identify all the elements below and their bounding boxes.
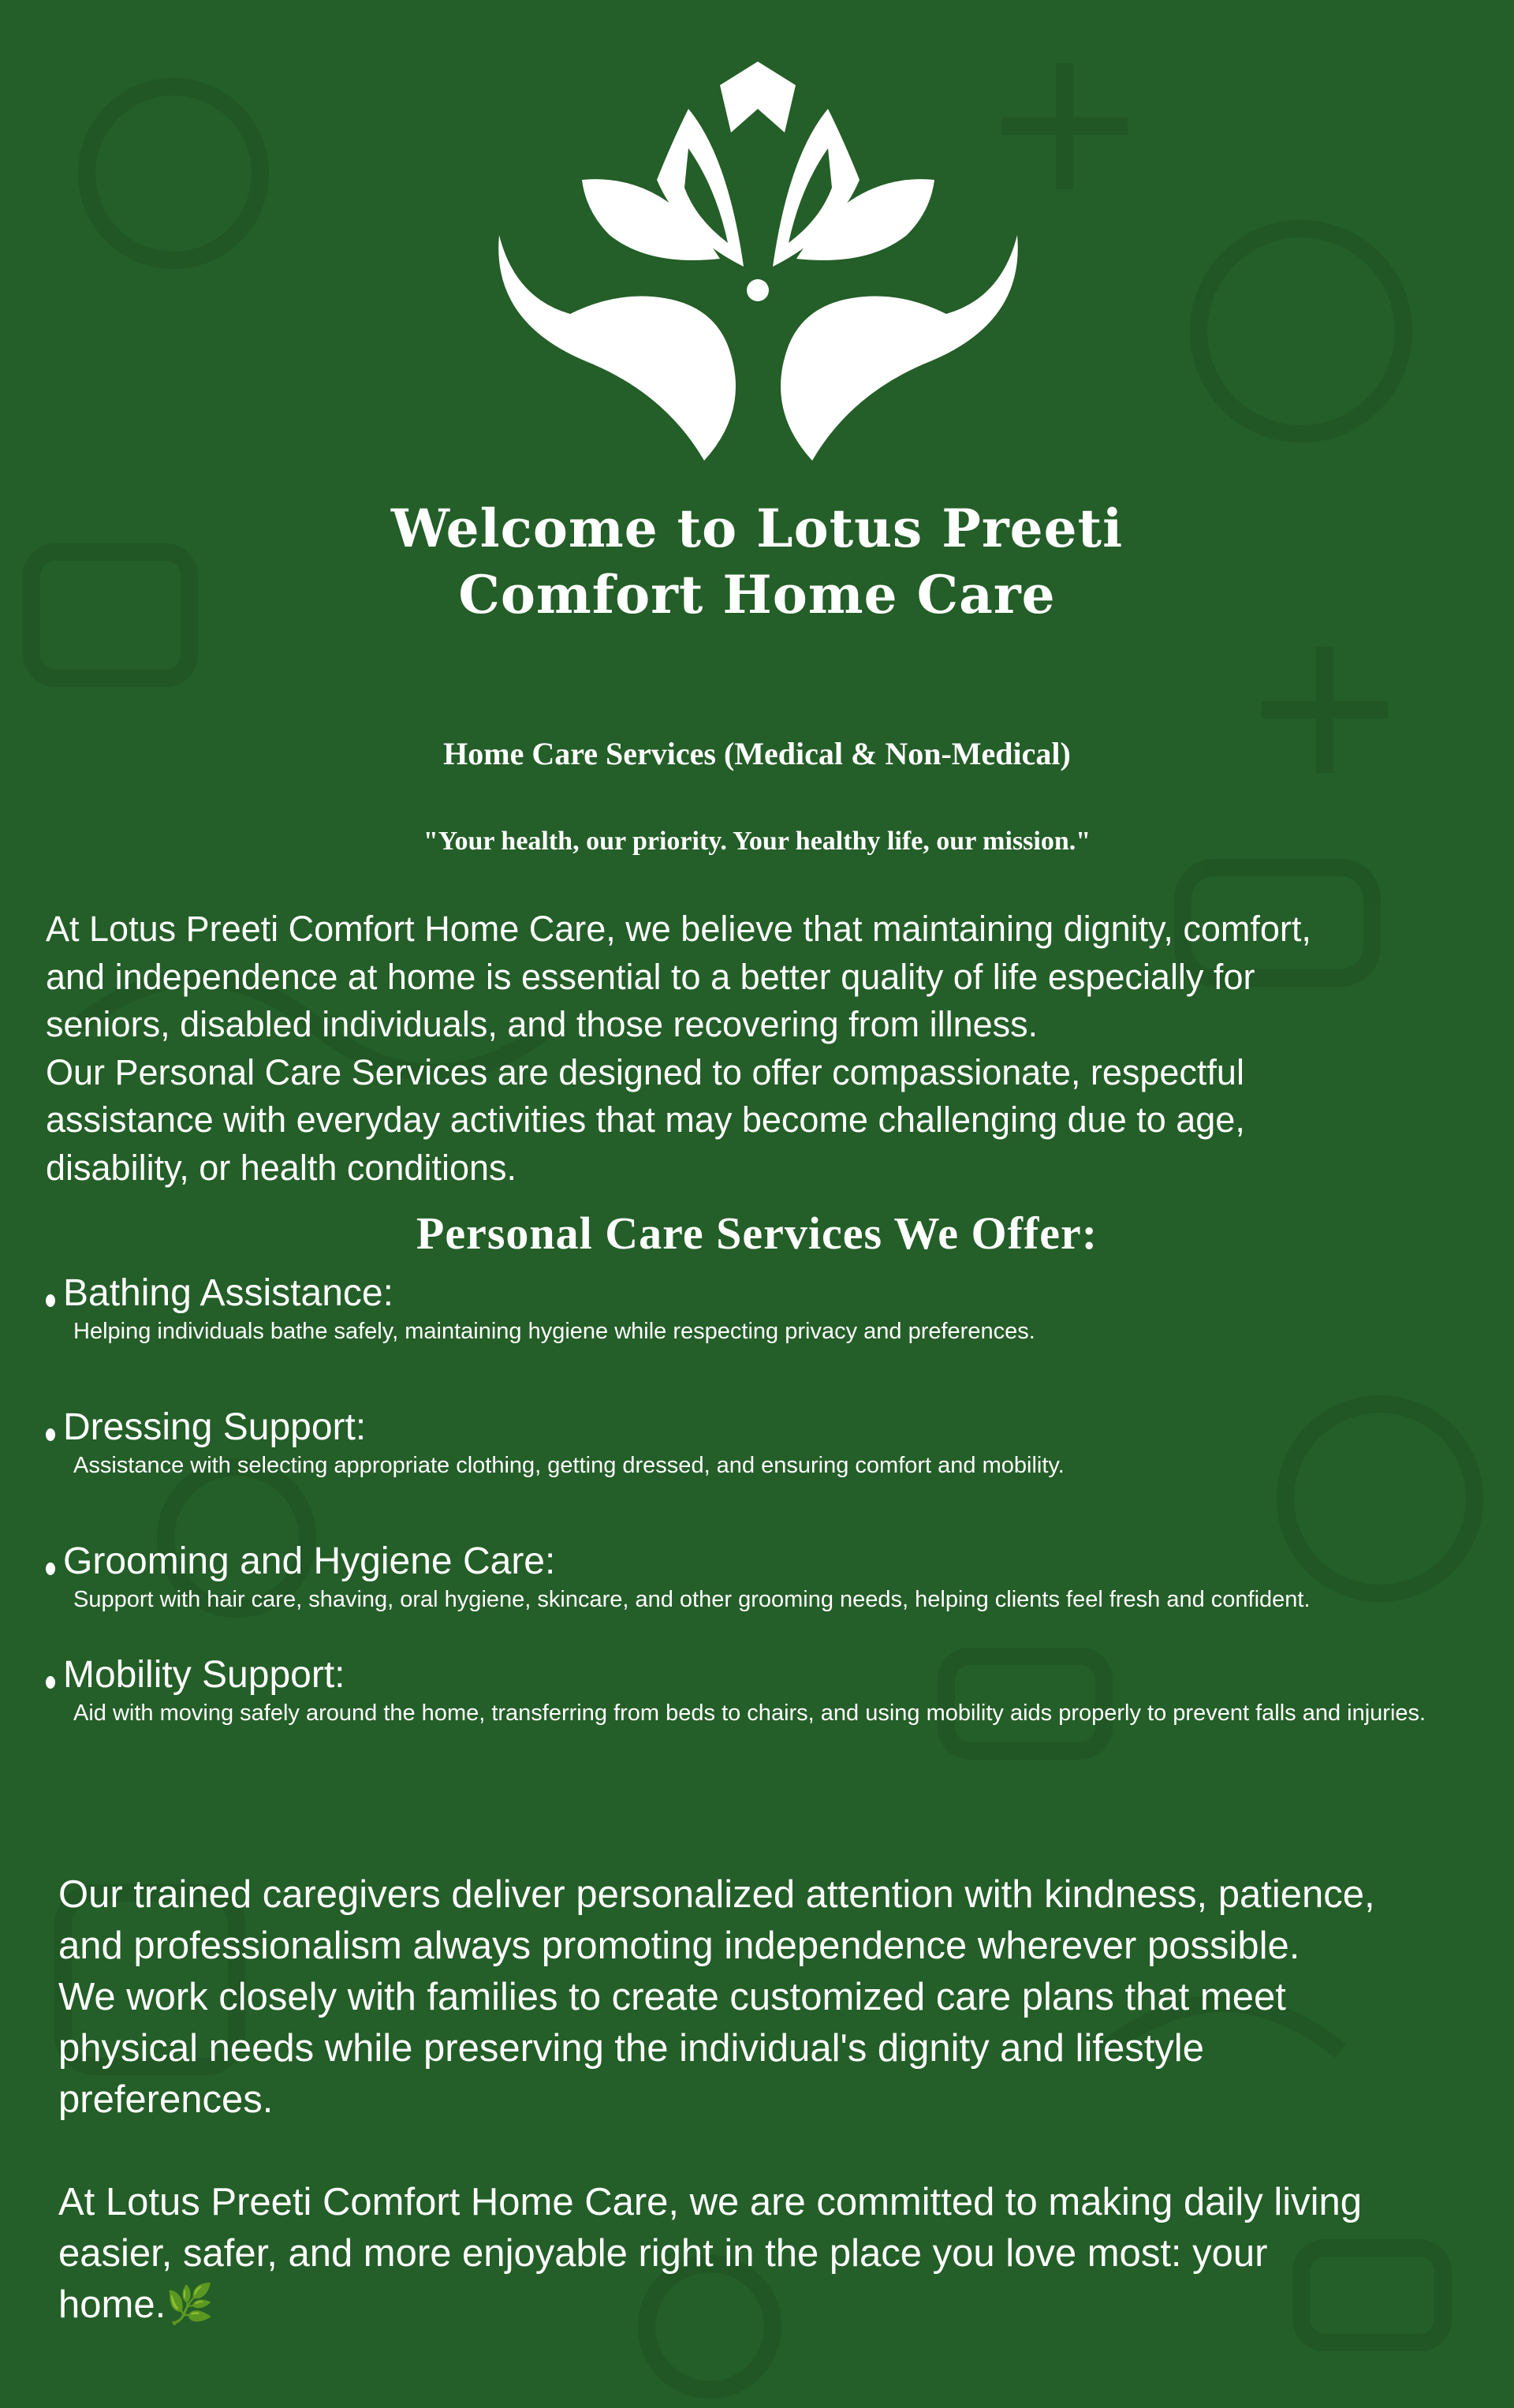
intro-line: At Lotus Preeti Comfort Home Care, we believe that maintaining dignity, comfort, (46, 909, 1311, 949)
lotus-hands-logo (491, 62, 1025, 461)
subtitle: Home Care Services (Medical & Non-Medical) (443, 736, 1071, 771)
intro-line: Our Personal Care Services are designed to offer compassionate, respectful (46, 1051, 1244, 1092)
closing-line: physical needs while preserving the individual's dignity and lifestyle (58, 2027, 1204, 2070)
closing-line: Our trained caregivers deliver personalized attention with kindness, patience, (58, 1873, 1375, 1916)
service-title: Grooming and Hygiene Care: (63, 1540, 556, 1582)
intro-line: seniors, disabled individuals, and those recovering from illness. (46, 1004, 1039, 1044)
closing-line: preferences. (58, 2078, 274, 2121)
service-description: Support with hair care, shaving, oral hygiene, skincare, and other grooming needs, helping clients feel fresh and confident. (73, 1587, 1311, 1612)
service-description: Assistance with selecting appropriate clothing, getting dressed, and ensuring comfort and mobility. (73, 1453, 1065, 1478)
page-title (0, 495, 1514, 628)
service-description: Helping individuals bathe safely, maintaining hygiene while respecting privacy and preferences. (73, 1319, 1035, 1344)
closing-line: home.🌿 (58, 2283, 214, 2326)
closing-paragraph-1 (58, 1869, 1375, 2126)
bullet-icon (46, 1294, 55, 1307)
closing-line: easier, safer, and more enjoyable right in the place you love most: your (58, 2232, 1268, 2275)
service-item (46, 1406, 1065, 1482)
intro-paragraph (46, 905, 1311, 1192)
closing-line: At Lotus Preeti Comfort Home Care, we are committed to making daily living (58, 2181, 1363, 2223)
service-title: Bathing Assistance: (63, 1272, 393, 1314)
title-line-1: Welcome to Lotus Preeti (390, 498, 1124, 559)
service-item (46, 1540, 1311, 1616)
service-title: Mobility Support: (63, 1654, 345, 1696)
closing-line: and professionalism always promoting independence wherever possible. (58, 1925, 1300, 1967)
intro-line: assistance with everyday activities that may become challenging due to age, (46, 1099, 1245, 1140)
service-item (46, 1271, 1035, 1348)
intro-line: disability, or health conditions. (46, 1147, 516, 1188)
title-line-2: Comfort Home Care (458, 564, 1056, 625)
bullet-icon (46, 1562, 55, 1575)
intro-line: and independence at home is essential to a better quality of life especially for (46, 956, 1255, 997)
closing-line: We work closely with families to create customized care plans that meet (58, 1976, 1286, 2018)
services-heading: Personal Care Services We Offer: (416, 1208, 1098, 1259)
service-description: Aid with moving safely around the home, transferring from beds to chairs, and using mobility aids properly to prevent falls and injuries. (73, 1701, 1426, 1726)
bullet-icon (46, 1676, 55, 1689)
tagline: "Your health, our priority. Your healthy life, our mission." (423, 827, 1091, 856)
service-item (46, 1653, 1465, 1730)
service-title: Dressing Support: (63, 1406, 367, 1448)
closing-paragraph-2 (58, 2177, 1362, 2331)
bullet-icon (46, 1428, 55, 1441)
